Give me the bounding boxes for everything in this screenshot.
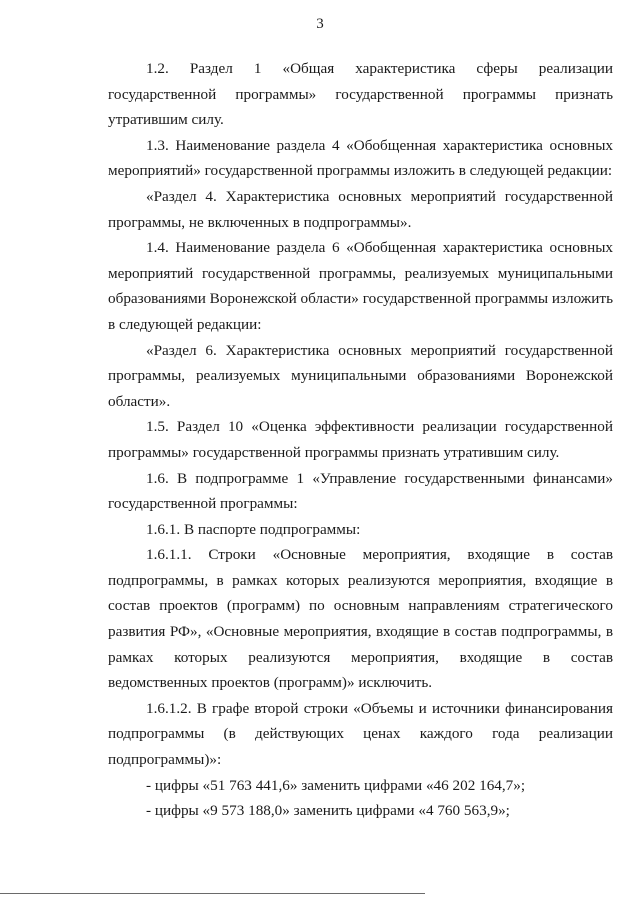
paragraph-1-6: 1.6. В подпрограмме 1 «Управление государственными финансами» государственной программы:: [108, 469, 613, 513]
list-item-figures-2: - цифры «9 573 188,0» заменить цифрами «4 760 563,9»;: [146, 802, 510, 820]
paragraph-1-2: 1.2. Раздел 1 «Общая характеристика сферы реализации государственной программы» государственной программы признать утратившим силу.: [108, 60, 613, 129]
paragraph-1-3: 1.3. Наименование раздела 4 «Обобщенная характеристика основных мероприятий» государственной программы изложить в следующей редакции:: [108, 136, 613, 180]
paragraph-section-4-title: «Раздел 4. Характеристика основных мероприятий государственной программы, не включенных в подпрограммы».: [108, 187, 613, 231]
paragraph-1-6-1-2: 1.6.1.2. В графе второй строки «Объемы и источники финансирования подпрограммы (в действующих ценах каждого года реализации подпрограммы)»:: [108, 699, 613, 769]
paragraph-1-6-1-1: 1.6.1.1. Строки «Основные мероприятия, входящие в состав подпрограммы, в рамках которых реализуются мероприятия, входящие в состав проектов (программ) по основным направлениям стратегического развития РФ», «Основные мероприятия, входящие в состав подпрограммы, в рамках которых реализуются мероприятия, входящие в состав ведомственных проектов (программ)» исключить.: [108, 546, 613, 692]
page-number: 3: [316, 16, 324, 32]
paragraph-1-4: 1.4. Наименование раздела 6 «Обобщенная характеристика основных мероприятий государственной программы, реализуемых муниципальными образованиями Воронежской области» государственной программы изложить в следующей редакции:: [108, 239, 613, 333]
paragraph-section-6-title: «Раздел 6. Характеристика основных мероприятий государственной программы, реализуемых муниципальными образованиями Воронежской области».: [108, 341, 613, 410]
paragraph-1-5: 1.5. Раздел 10 «Оценка эффективности реализации государственной программы» государственной программы признать утратившим силу.: [108, 418, 613, 461]
list-item-figures-1: - цифры «51 763 441,6» заменить цифрами «46 202 164,7»;: [146, 776, 526, 794]
document-body: [108, 56, 613, 824]
bottom-divider: [0, 893, 425, 894]
paragraph-1-6-1: 1.6.1. В паспорте подпрограммы:: [146, 520, 361, 538]
